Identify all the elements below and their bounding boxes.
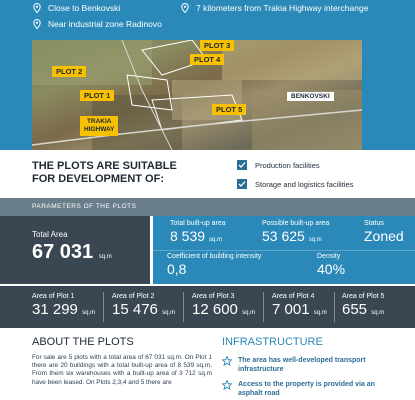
benkovski-label: BENKOVSKI	[287, 92, 334, 101]
unit-label: sq.m	[313, 310, 327, 316]
density-label: Density	[317, 253, 341, 260]
star-icon	[222, 356, 232, 374]
divider	[263, 292, 264, 322]
plot-areas-strip	[0, 286, 415, 328]
built-up-number: 8 539	[170, 228, 206, 244]
check-icon	[237, 160, 247, 170]
coef-value: 0,8	[167, 261, 187, 277]
divider	[183, 292, 184, 322]
coef-label: Coefficient of building intensity	[167, 253, 262, 260]
unit-label: sq.m	[162, 310, 176, 316]
density-cell	[317, 253, 345, 277]
infrastructure-title: INFRASTRUCTURE	[222, 336, 323, 348]
suitable-item-storage	[237, 179, 353, 189]
plot-area-label: Area of Plot 2	[112, 293, 155, 300]
unit-label: sq.m	[98, 254, 112, 260]
highway-line-1: TRAKIA	[86, 118, 112, 125]
bullet-trakia	[180, 3, 368, 13]
density-value: 40%	[317, 261, 346, 277]
divider	[103, 292, 104, 322]
total-area-bg	[0, 216, 32, 284]
unit-label: sq.m	[308, 237, 322, 243]
trakia-highway-label	[80, 116, 118, 136]
status-cell	[364, 220, 404, 244]
plot-area-value: 655	[342, 301, 368, 318]
suitable-item-production	[237, 160, 320, 170]
built-up-cell	[170, 220, 226, 244]
plot-area-4	[272, 293, 327, 318]
highway-line-2: HIGHWAY	[84, 126, 115, 133]
status-label: Status	[364, 220, 384, 227]
plot-area-value: 15 476	[112, 301, 158, 318]
built-up-label: Total built-up area	[170, 220, 226, 227]
plot-area-value: 12 600	[192, 301, 238, 318]
aerial-map	[32, 40, 362, 150]
plot-area-1	[32, 293, 95, 318]
divider	[334, 292, 335, 322]
plot-area-label: Area of Plot 5	[342, 293, 385, 300]
check-icon	[237, 179, 247, 189]
plot-area-value: 31 299	[32, 301, 78, 318]
total-area-card	[32, 216, 150, 284]
bullet-radinovo	[32, 19, 162, 29]
possible-number: 53 625	[262, 228, 305, 244]
unit-label: sq.m	[371, 310, 385, 316]
built-up-value	[170, 228, 226, 244]
possible-label: Possible built-up area	[262, 220, 330, 227]
plot-area-value: 7 001	[272, 301, 310, 318]
plot-area-label: Area of Plot 4	[272, 293, 315, 300]
params-header: PARAMETERS OF THE PLOTS	[0, 198, 415, 216]
coef-cell	[167, 253, 261, 277]
total-area-value	[32, 241, 150, 264]
suitable-title-line-1: THE PLOTS ARE SUITABLE	[32, 160, 177, 172]
params-blue-panel	[153, 216, 415, 284]
possible-value	[262, 228, 329, 244]
unit-label: sq.m	[242, 310, 256, 316]
plot-1-label: PLOT 1	[80, 90, 114, 101]
about-text: For sale are 5 plots with a total area of 67 031 sq.m. On Plot 1 there are 20 buildings with a total built-up area of 8 539 sq.m. From them six warehouses with a built-up area of 3 712 sq.m have been leased. On Plots 2,3,4 and 5 there are	[32, 354, 212, 386]
total-area-label: Total Area	[32, 230, 68, 239]
plot-area-label: Area of Plot 1	[32, 293, 75, 300]
pin-icon	[180, 3, 190, 13]
bullet-benkovski	[32, 3, 120, 13]
suitable-item-label: Production facilities	[255, 160, 320, 170]
unit-label: sq.m	[82, 310, 96, 316]
status-value: Zoned	[364, 228, 404, 244]
location-bullets	[0, 0, 415, 40]
pin-icon	[32, 3, 42, 13]
plot-5-label: PLOT 5	[212, 104, 246, 115]
plot-area-label: Area of Plot 3	[192, 293, 235, 300]
infrastructure-item-label: Access to the property is provided via an asphalt road	[238, 381, 375, 397]
infrastructure-item-label: The area has well-developed transport infrastructure	[238, 357, 366, 373]
bullet-text: 7 kilometers from Trakia Highway interchange	[196, 3, 369, 13]
suitable-title	[32, 160, 232, 186]
bullet-text: Near industrial zone Radinovo	[48, 19, 162, 29]
infrastructure-item-access	[222, 380, 398, 398]
plot-2-label: PLOT 2	[52, 66, 86, 77]
suitable-title-line-2: FOR DEVELOPMENT OF:	[32, 173, 164, 185]
pin-icon	[32, 19, 42, 29]
infrastructure-item-transport	[222, 356, 398, 374]
about-title: ABOUT THE PLOTS	[32, 336, 134, 348]
bullet-text: Close to Benkovski	[48, 3, 121, 13]
plot-4-label: PLOT 4	[190, 54, 224, 65]
plot-area-2	[112, 293, 175, 318]
star-icon	[222, 380, 232, 398]
total-area-number: 67 031	[32, 241, 94, 263]
plot-3-label: PLOT 3	[200, 40, 234, 51]
possible-cell	[262, 220, 329, 244]
plot-area-3	[192, 293, 255, 318]
plot-area-5	[342, 293, 384, 318]
unit-label: sq.m	[208, 237, 222, 243]
suitable-item-label: Storage and logistics facilities	[255, 179, 354, 189]
